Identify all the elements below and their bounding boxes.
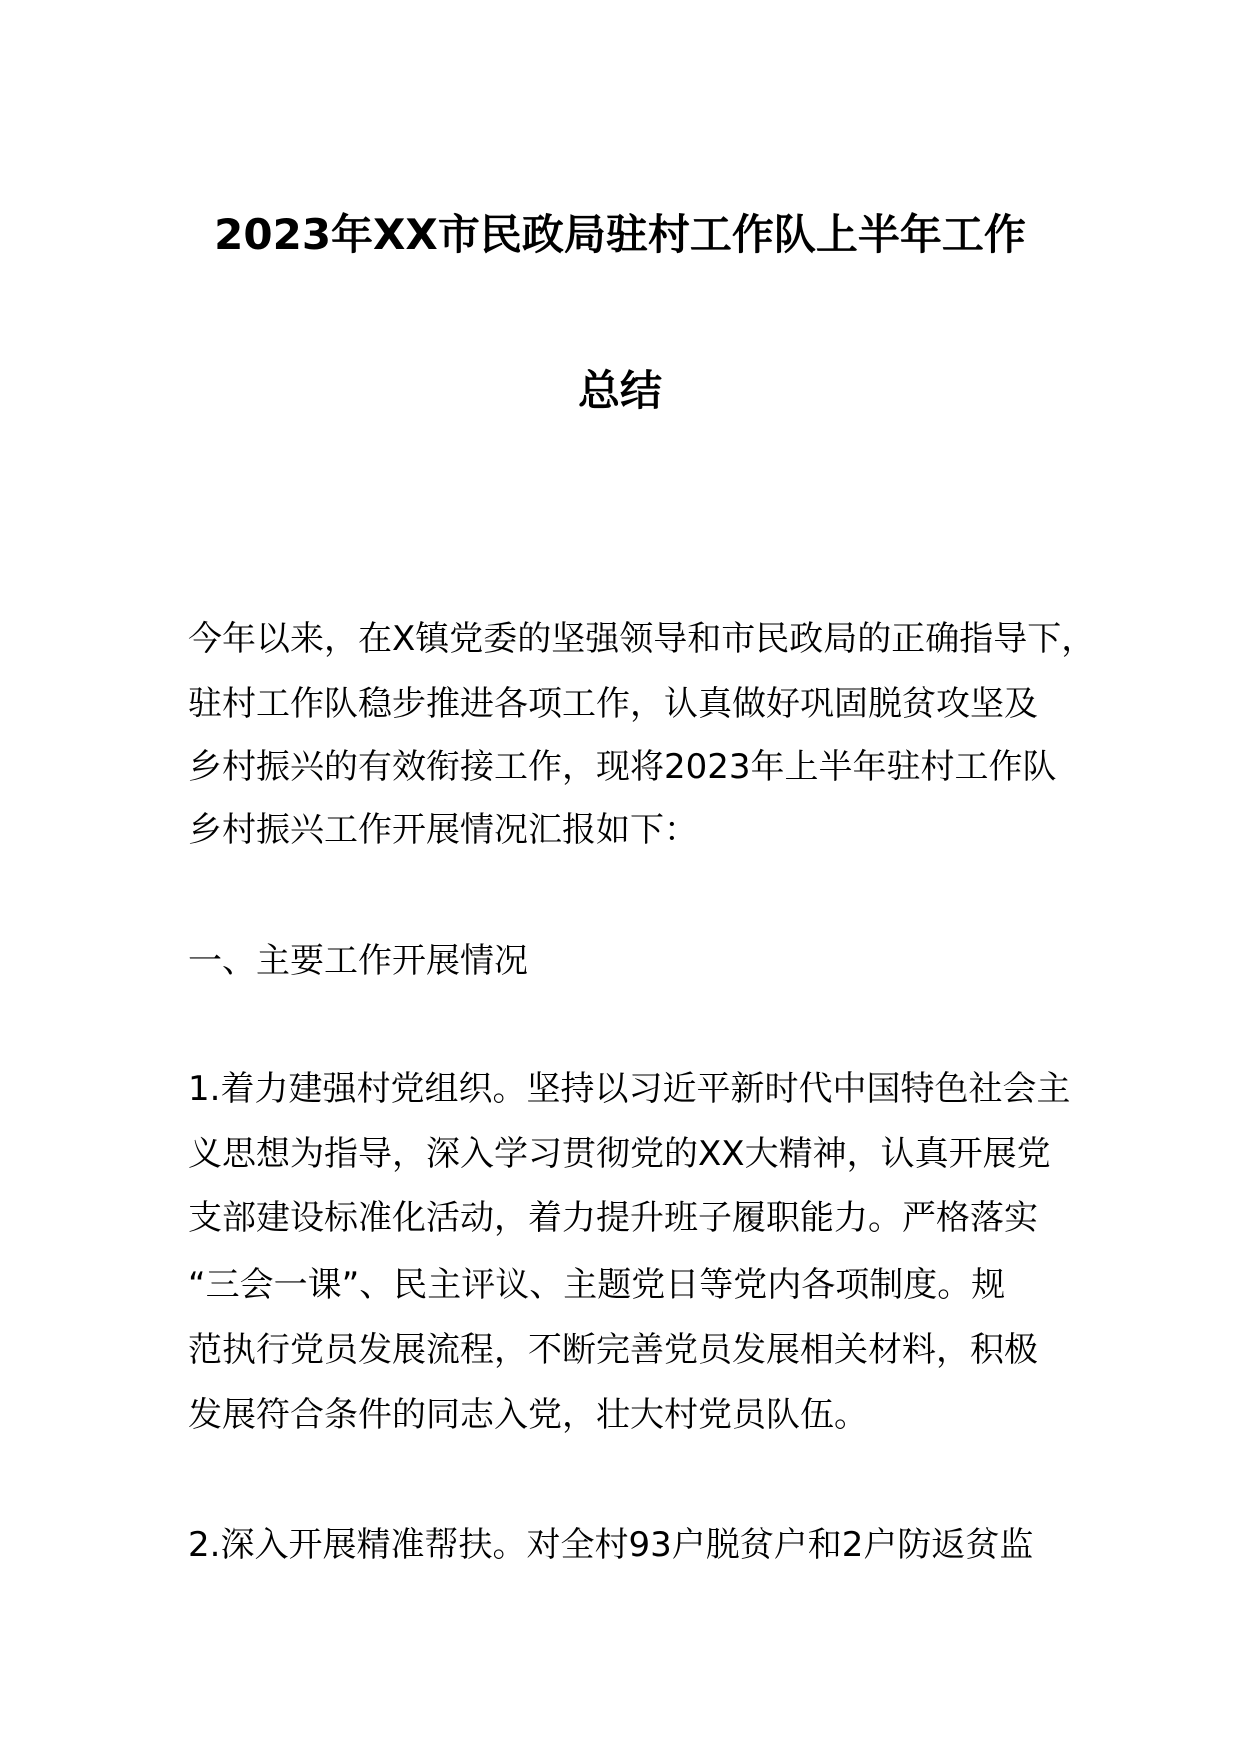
paragraph-line: 驻村工作队稳步推进各项工作，认真做好巩固脱贫攻坚及 xyxy=(188,684,1038,724)
paragraph-line: 支部建设标准化活动，着力提升班子履职能力。严格落实 xyxy=(188,1198,1038,1238)
paragraph-line: 1.着力建强村党组织。坚持以习近平新时代中国特色社会主 xyxy=(188,1069,1071,1109)
paragraph-line: “三会一课”、民主评议、主题党日等党内各项制度。规 xyxy=(188,1265,1006,1305)
paragraph-line: 今年以来，在X镇党委的坚强领导和市民政局的正确指导下， xyxy=(188,619,1096,659)
paragraph-line: 2.深入开展精准帮扶。对全村93户脱贫户和2户防返贫监 xyxy=(188,1525,1034,1565)
paragraph-line: 义思想为指导，深入学习贯彻党的XX大精神，认真开展党 xyxy=(188,1134,1051,1174)
document-title-line-1: 2023年XX市民政局驻村工作队上半年工作 xyxy=(214,210,1026,259)
paragraph-line: 乡村振兴工作开展情况汇报如下： xyxy=(188,810,698,850)
document-title-line-2: 总结 xyxy=(577,366,662,415)
paragraph-line: 发展符合条件的同志入党，壮大村党员队伍。 xyxy=(188,1395,868,1435)
paragraph-line: 范执行党员发展流程，不断完善党员发展相关材料，积极 xyxy=(188,1330,1038,1370)
paragraph-line: 乡村振兴的有效衔接工作，现将2023年上半年驻村工作队 xyxy=(188,747,1057,787)
section-heading: 一、主要工作开展情况 xyxy=(188,941,528,981)
